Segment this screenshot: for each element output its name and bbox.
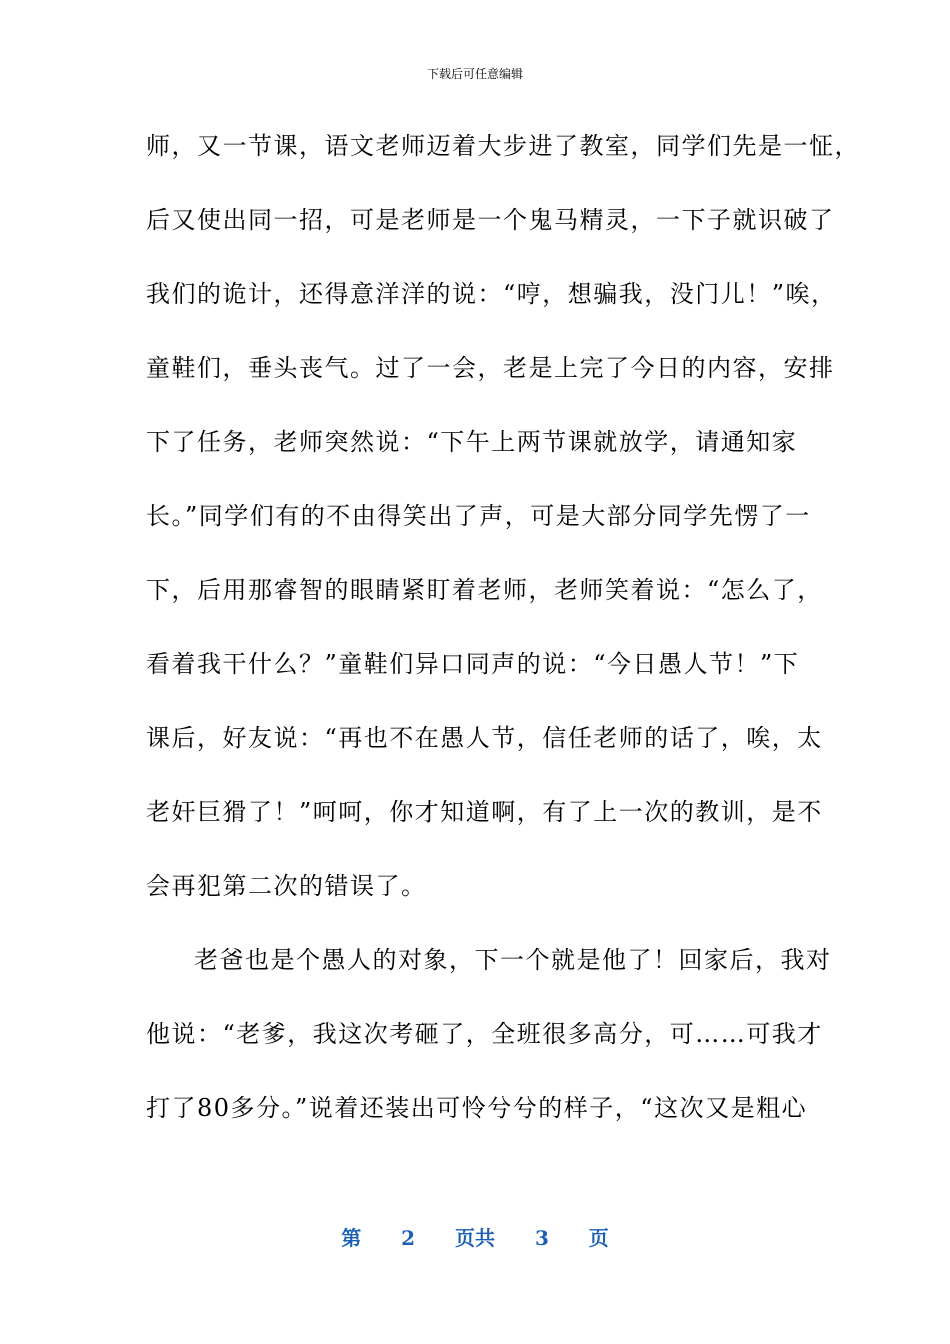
text-line: 看着我干什么？”童鞋们异口同声的说：“今日愚人节！”下 [146,650,800,678]
current-page-number: 2 [401,1226,416,1250]
footer-middle: 页共 [455,1226,495,1250]
text-line: 童鞋们，垂头丧气。过了一会，老是上完了今日的内容，安排 [146,354,835,382]
total-pages-number: 3 [534,1226,549,1250]
text-line: 下，后用那睿智的眼睛紧盯着老师，老师笑着说：“怎么了， [146,576,823,604]
footer-suffix: 页 [588,1226,609,1250]
text-line: 师，又一节课，语文老师迈着大步进了教室，同学们先是一怔， [146,132,860,160]
text-line: 会再犯第二次的错误了。 [146,872,427,900]
text-line: 下了任务，老师突然说：“下午上两节课就放学，请通知家 [146,428,798,456]
text-line: 长。”同学们有的不由得笑出了声，可是大部分同学先愣了一 [146,502,811,530]
text-line: 课后，好友说：“再也不在愚人节，信任老师的话了，唉，太 [146,724,823,752]
page-footer [0,1224,950,1252]
page-header [0,66,950,82]
document-body [146,126,860,1162]
paragraph-first-line: 老爸也是个愚人的对象，下一个就是他了！回家后，我对 [194,946,832,974]
text-line: 后又使出同一招，可是老师是一个鬼马精灵，一下子就识破了 [146,206,835,234]
footer-prefix: 第 [341,1226,362,1250]
header-text: 下载后可任意编辑 [426,67,523,81]
text-line: 他说：“老爹，我这次考砸了，全班很多高分，可……可我才 [146,1020,823,1048]
text-line: 老奸巨猾了！”呵呵，你才知道啊，有了上一次的教训，是不 [146,798,823,826]
text-line: 打了80多分。”说着还装出可怜兮兮的样子，“这次又是粗心 [146,1094,808,1122]
text-line: 我们的诡计，还得意洋洋的说：“哼，想骗我，没门儿！”唉， [146,280,837,308]
